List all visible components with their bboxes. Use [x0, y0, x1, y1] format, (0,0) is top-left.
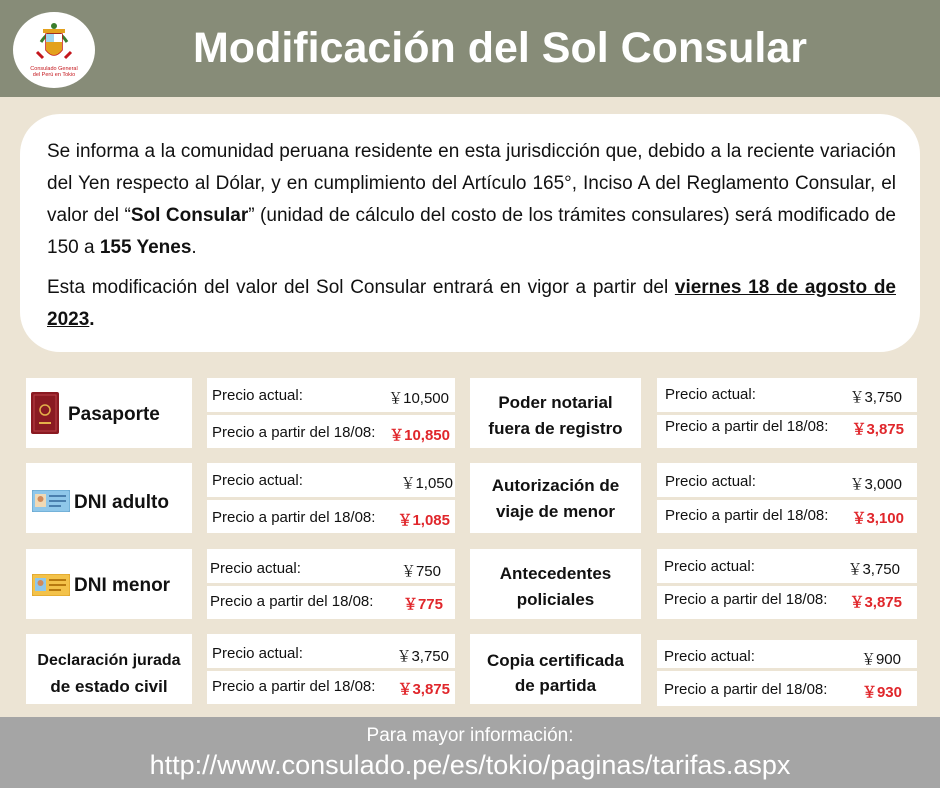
service-card-autorizacion-viaje [470, 463, 641, 533]
notice-paragraph-2 [47, 272, 896, 336]
new-price-row [657, 415, 917, 448]
new-price-row [657, 671, 917, 706]
current-price-row [657, 463, 917, 500]
service-card-dni-menor [26, 549, 192, 619]
current-price-row [657, 640, 917, 671]
new-price-row [657, 586, 917, 619]
new-price-value: ￥3,875 [851, 421, 904, 438]
current-price-value: ￥3,750 [849, 389, 902, 406]
current-price-row [207, 463, 455, 500]
current-price-label: Precio actual: [210, 560, 301, 577]
new-price-label: Precio a partir del 18/08: [664, 591, 828, 608]
new-price-label: Precio a partir del 18/08: [212, 424, 376, 441]
service-card-copia-certificada [470, 634, 641, 704]
service-name-line-1: Antecedentes [499, 564, 612, 583]
notice-paragraph-1 [47, 136, 896, 264]
logo-caption-line-1: Consulado General [30, 66, 78, 72]
current-price-value: ￥1,050 [400, 475, 453, 492]
service-card-antecedentes [470, 549, 641, 619]
price-card-dni-adulto [207, 463, 455, 533]
new-price-value: ￥10,850 [389, 427, 450, 444]
new-price-label: Precio a partir del 18/08: [210, 593, 374, 610]
price-card-antecedentes [657, 549, 917, 619]
service-name: DNI adulto [74, 492, 169, 513]
current-price-label: Precio actual: [664, 558, 755, 575]
current-price-row [207, 549, 455, 586]
current-price-row [207, 634, 455, 671]
notice-box [20, 114, 920, 352]
service-name: Pasaporte [68, 404, 160, 425]
service-name-line-1: Autorización de [491, 476, 620, 495]
current-price-label: Precio actual: [665, 386, 756, 403]
footer-bar [0, 717, 940, 788]
id-card-blue-icon [32, 490, 70, 512]
current-price-value: ￥3,750 [847, 561, 900, 578]
current-price-row [657, 549, 917, 586]
footer-url-link[interactable]: http://www.consulado.pe/es/tokio/paginas/tarifas.aspx [149, 750, 791, 780]
notice-p2-end: . [89, 309, 95, 330]
new-price-value: ￥3,100 [851, 510, 904, 527]
current-price-label: Precio actual: [212, 472, 303, 489]
notice-p1-end: . [191, 237, 197, 258]
service-name-line-1: Copia certificada [487, 651, 624, 670]
passport-icon [31, 392, 59, 434]
notice-sol-consular: Sol Consular [130, 205, 249, 226]
service-name-line-1: Poder notarial [498, 393, 613, 412]
page-title: Modificación del Sol Consular [192, 24, 807, 72]
current-price-label: Precio actual: [212, 387, 303, 404]
new-price-value: ￥1,085 [397, 512, 450, 529]
service-name-line-2: fuera de registro [488, 419, 623, 438]
current-price-label: Precio actual: [664, 648, 755, 665]
new-price-row [207, 586, 455, 619]
service-name-line-2: de estado civil [50, 677, 168, 696]
service-card-poder-notarial [470, 378, 641, 448]
new-price-row [207, 415, 455, 448]
current-price-value: ￥10,500 [388, 390, 449, 407]
new-price-row [207, 500, 455, 533]
new-price-label: Precio a partir del 18/08: [212, 678, 376, 695]
service-name-line-1: Declaración jurada [37, 652, 181, 669]
current-price-value: ￥750 [400, 563, 441, 580]
id-card-yellow-icon [32, 574, 70, 596]
notice-new-value: 155 Yenes [99, 237, 192, 258]
new-price-row [207, 671, 455, 704]
current-price-label: Precio actual: [212, 645, 303, 662]
new-price-row [657, 500, 917, 533]
price-card-poder-notarial [657, 378, 917, 448]
service-card-declaracion-jurada [26, 634, 192, 704]
service-name-line-2: policiales [516, 590, 595, 609]
logo-caption-line-2: del Perú en Tokio [32, 72, 76, 78]
service-card-pasaporte [26, 378, 192, 448]
current-price-value: ￥900 [860, 651, 901, 668]
notice-effective-date: viernes 18 de agosto de 2023 [47, 277, 896, 330]
price-card-declaracion-jurada [207, 634, 455, 704]
current-price-value: ￥3,750 [396, 648, 449, 665]
price-card-autorizacion-viaje [657, 463, 917, 533]
current-price-value: ￥3,000 [849, 476, 902, 493]
service-name-line-2: viaje de menor [495, 502, 616, 521]
service-name-line-2: de partida [514, 676, 597, 695]
service-card-dni-adulto [26, 463, 192, 533]
new-price-label: Precio a partir del 18/08: [665, 418, 829, 435]
new-price-value: ￥3,875 [397, 681, 450, 698]
price-card-copia-certificada [657, 640, 917, 706]
new-price-label: Precio a partir del 18/08: [664, 681, 828, 698]
current-price-row [207, 378, 455, 415]
price-card-pasaporte [207, 378, 455, 448]
current-price-label: Precio actual: [665, 473, 756, 490]
current-price-row [657, 378, 917, 415]
notice-p1-text-b: ” (unidad de cálculo del costo de los trámites consulares) será modificado de 150 a [47, 205, 896, 258]
new-price-value: ￥775 [402, 596, 443, 613]
service-name: DNI menor [74, 575, 171, 596]
header-bar [0, 0, 940, 97]
new-price-label: Precio a partir del 18/08: [665, 507, 829, 524]
footer-info-text: Para mayor información: [366, 725, 574, 746]
new-price-value: ￥930 [861, 684, 902, 701]
price-card-dni-menor [207, 549, 455, 619]
new-price-label: Precio a partir del 18/08: [212, 509, 376, 526]
notice-p2-text: Esta modificación del valor del Sol Consular entrará en vigor a partir del [47, 277, 675, 298]
new-price-value: ￥3,875 [849, 594, 902, 611]
consulate-logo [13, 12, 95, 88]
notice-p1-text-a: Se informa a la comunidad peruana residente en esta jurisdicción que, debido a la reciente variación del Yen respecto al Dólar, y en cumplimiento del Artículo 165°, Inciso A del Reglamento Consular, el valor del “ [47, 141, 896, 226]
